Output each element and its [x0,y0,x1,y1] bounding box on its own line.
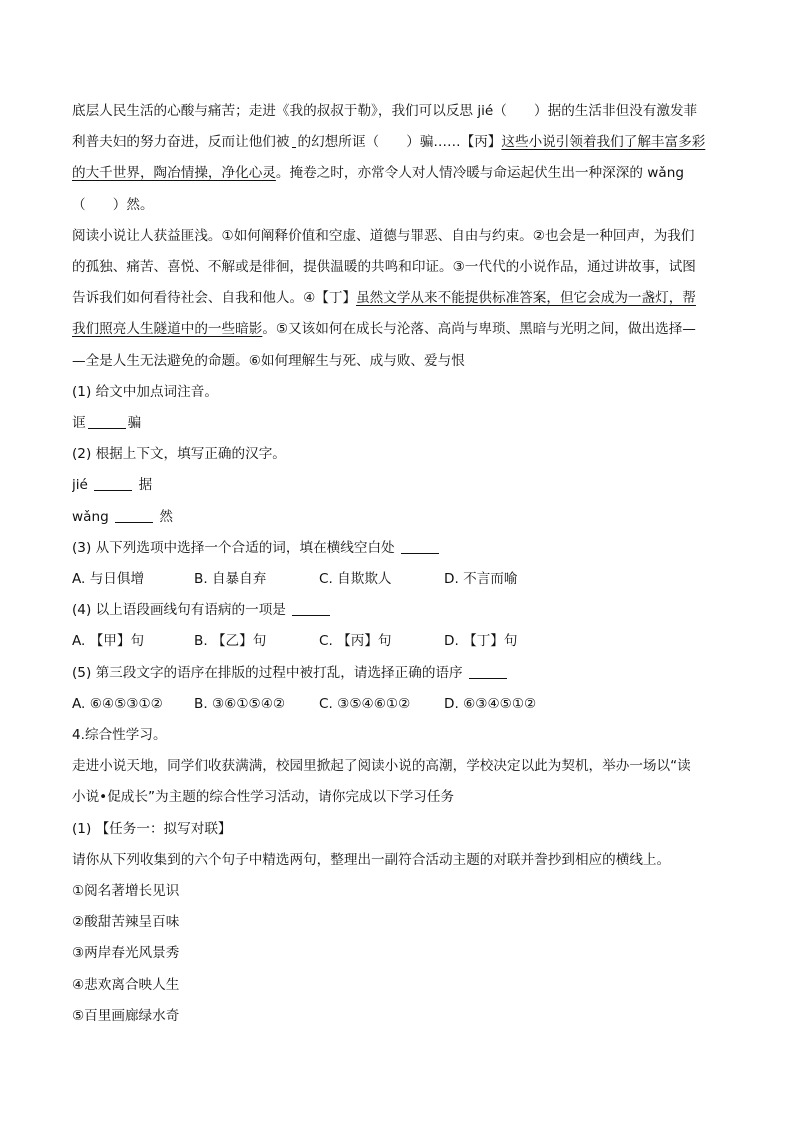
para1-line1: 底层人民生活的心酸与痛苦；走进《我的叔叔于勒》，我们可以反思 jié（ ）据的生活非但没有激发菲 [72,103,698,119]
couplet-item: ②酸甜苦辣呈百味 [72,914,180,931]
section4-intro-line1: 走进小说天地，同学们收获满满，校园里掀起了阅读小说的高潮，学校决定以此为契机，举办一场以“读 [72,758,691,775]
option-c[interactable]: C. 【丙】句 [319,633,392,650]
document-page [72,96,724,1032]
q1-item [72,408,724,439]
text-span: 然 [159,508,173,525]
para1-line4: （ ）然。 [72,196,154,213]
option-c[interactable]: C. ③⑤④⑥①② [319,695,411,712]
option-a[interactable]: A. 与日俱增 [72,571,145,588]
underlined-sentence: 的大千世界，陶冶情操，净化心灵 [72,165,276,182]
para2-line4 [72,314,724,345]
text-span: 的幻想所诓（ ）骗……【丙】 [297,134,502,151]
text-span: 据 [138,477,153,494]
q4-title [72,595,724,626]
text-span: 利普夫妇的努力奋进，反而让他们被 [72,134,290,151]
option-a[interactable]: A. ⑥④⑤③①② [72,695,163,712]
pinyin: wǎng [72,508,109,525]
text-span: (5) 第三段文字的语序在排版的过程中被打乱，请选择正确的语序 [72,664,463,681]
text-span: (4) 以上语段画线句有语病的一项是 [72,602,286,619]
para1-line2 [72,127,724,158]
para2-line5: —全是人生无法避免的命题。⑥如何理解生与死、成与败、爱与恨 [72,352,465,369]
option-d[interactable]: D. 不言而喻 [444,571,518,588]
text-span: 骗 [127,415,142,432]
option-b[interactable]: B. 自暴自弃 [194,571,267,588]
option-b[interactable]: B. ③⑥①⑤④② [194,695,286,712]
pinyin: jié [72,477,88,494]
option-c[interactable]: C. 自欺欺人 [319,571,392,588]
task1-description: 请你从下列收集到的六个句子中精选两句，整理出一副符合活动主题的对联并誊抄到相应的横线上。 [72,851,671,868]
text-span: 告诉我们如何看待社会、自我和他人。④【丁】 [72,290,357,307]
task1-title: (1) 【任务一：拟写对联】 [72,820,232,837]
q3-title [72,533,724,564]
option-d[interactable]: D. 【丁】句 [444,633,518,650]
q1-title: (1) 给文中加点词注音。 [72,383,218,400]
text-span: 诓 [72,415,86,432]
q2-item-a [72,470,724,501]
q3-options [72,564,724,595]
q4-options [72,626,724,657]
para2-line3 [72,283,724,314]
inline-blank[interactable] [292,133,296,148]
para2-line1: 阅读小说让人获益匪浅。①如何阐释价值和空虚、道德与罪恶、自由与约束。②也会是一种回声，为我们 [72,227,695,244]
text-span: (3) 从下列选项中选择一个合适的词，填在横线空白处 [72,539,395,556]
couplet-item: ③两岸春光风景秀 [72,945,180,962]
answer-blank[interactable] [469,664,507,679]
q5-options [72,689,724,720]
answer-blank[interactable] [94,476,132,491]
para2-line2: 的孤独、痛苦、喜悦、不解或是徘徊，提供温暖的共鸣和印证。③一代代的小说作品，通过讲故事，试图 [72,259,696,276]
underlined-sentence: 这些小说引领着我们了解丰富多彩 [501,134,706,151]
couplet-item: ④悲欢离合映人生 [72,976,180,993]
q2-title: (2) 根据上下文，填写正确的汉字。 [72,446,286,463]
answer-blank[interactable] [115,508,153,523]
q5-title [72,658,724,689]
para1-line3 [72,158,724,189]
answer-blank[interactable] [292,601,330,616]
option-d[interactable]: D. ⑥③④⑤①② [444,695,537,712]
couplet-item: ⑤百里画廊绿水奇 [72,1007,180,1024]
section4-heading: 4.综合性学习。 [72,727,167,744]
underlined-sentence: 虽然文学从来不能提供标准答案，但它会成为一盏灯，帮 [356,290,696,307]
option-b[interactable]: B. 【乙】句 [194,633,267,650]
q2-item-b [72,502,724,533]
answer-blank[interactable] [88,414,126,429]
option-a[interactable]: A. 【甲】句 [72,633,145,650]
answer-blank[interactable] [401,539,439,554]
section4-intro-line2: 小说•促成长”为主题的综合性学习活动，请你完成以下学习任务 [72,789,455,806]
text-span: 。⑤又该如何在成长与沦落、高尚与卑琐、黑暗与光明之间，做出选择— [262,321,696,338]
text-span: 。掩卷之时，亦常令人对人情冷暖与命运起伏生出一种深深的 wǎng [275,165,684,182]
couplet-item: ①阅名著增长见识 [72,883,180,900]
underlined-sentence: 我们照亮人生隧道中的一些暗影 [72,321,263,338]
